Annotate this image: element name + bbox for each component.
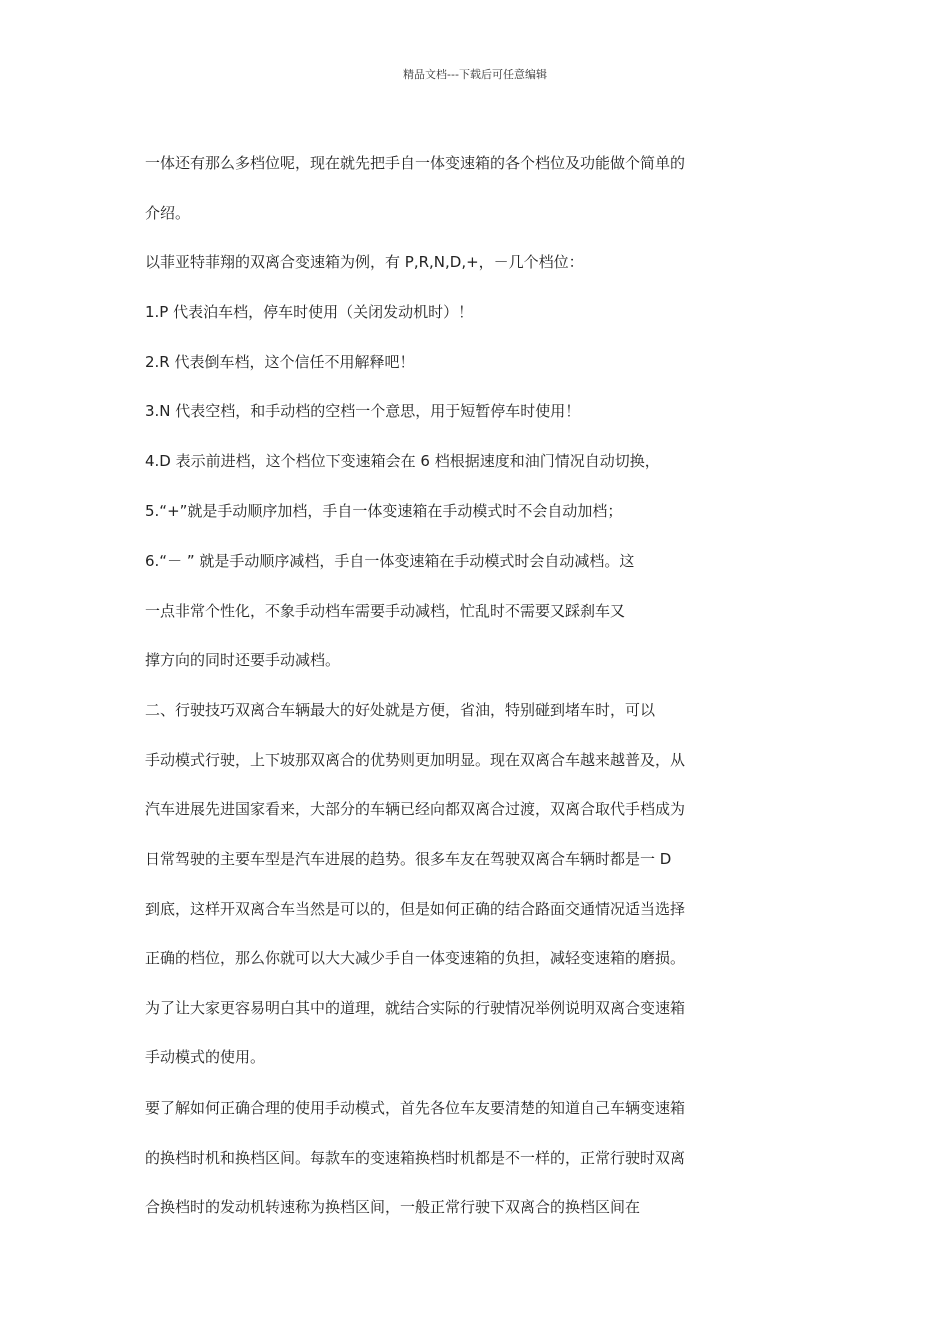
- text-line: 手动模式的使用。: [145, 1048, 266, 1066]
- text-line: 3.N 代表空档，和手动档的空档一个意思，用于短暂停车时使用！: [145, 402, 581, 420]
- text-line: 介绍。: [145, 204, 191, 222]
- text-line: 日常驾驶的主要车型是汽车进展的趋势。很多车友在驾驶双离合车辆时都是一 D: [145, 850, 672, 868]
- text-line: 的换档时机和换档区间。每款车的变速箱换档时机都是不一样的，正常行驶时双离: [145, 1149, 686, 1167]
- text-line: 为了让大家更容易明白其中的道理，就结合实际的行驶情况举例说明双离合变速箱: [145, 999, 686, 1017]
- text-line: 以菲亚特菲翔的双离合变速箱为例，有 P,R,N,D,+，－几个档位：: [145, 253, 584, 271]
- text-line: 一点非常个性化，不象手动档车需要手动减档，忙乱时不需要又踩刹车又: [145, 602, 626, 620]
- text-line: 撑方向的同时还要手动减档。: [145, 651, 341, 669]
- text-line: 汽车进展先进国家看来，大部分的车辆已经向都双离合过渡，双离合取代手档成为: [145, 800, 686, 818]
- text-line: 手动模式行驶，上下坡那双离合的优势则更加明显。现在双离合车越来越普及，从: [145, 751, 686, 769]
- text-line: 一体还有那么多档位呢，现在就先把手自一体变速箱的各个档位及功能做个简单的: [145, 154, 686, 172]
- text-line: 要了解如何正确合理的使用手动模式，首先各位车友要清楚的知道自己车辆变速箱: [145, 1099, 686, 1117]
- text-line: 4.D 表示前进档，这个档位下变速箱会在 6 档根据速度和油门情况自动切换，: [145, 452, 660, 470]
- text-line: 合换档时的发动机转速称为换档区间，一般正常行驶下双离合的换档区间在: [145, 1198, 641, 1216]
- text-line: 正确的档位，那么你就可以大大减少手自一体变速箱的负担，减轻变速箱的磨损。: [145, 949, 686, 967]
- text-line: 6.“－ ” 就是手动顺序减档，手自一体变速箱在手动模式时会自动减档。这: [145, 552, 635, 570]
- text-line: 到底，这样开双离合车当然是可以的，但是如何正确的结合路面交通情况适当选择: [145, 900, 686, 918]
- text-line: 5.“+”就是手动顺序加档，手自一体变速箱在手动模式时不会自动加档；: [145, 502, 623, 520]
- page-header: 精品文档---下载后可任意编辑: [403, 68, 547, 81]
- text-line: 1.P 代表泊车档，停车时使用（关闭发动机时）！: [145, 303, 474, 321]
- text-line: 2.R 代表倒车档，这个信任不用解释吧！: [145, 353, 415, 371]
- text-line: 二、行驶技巧双离合车辆最大的好处就是方便，省油，特别碰到堵车时，可以: [145, 701, 656, 719]
